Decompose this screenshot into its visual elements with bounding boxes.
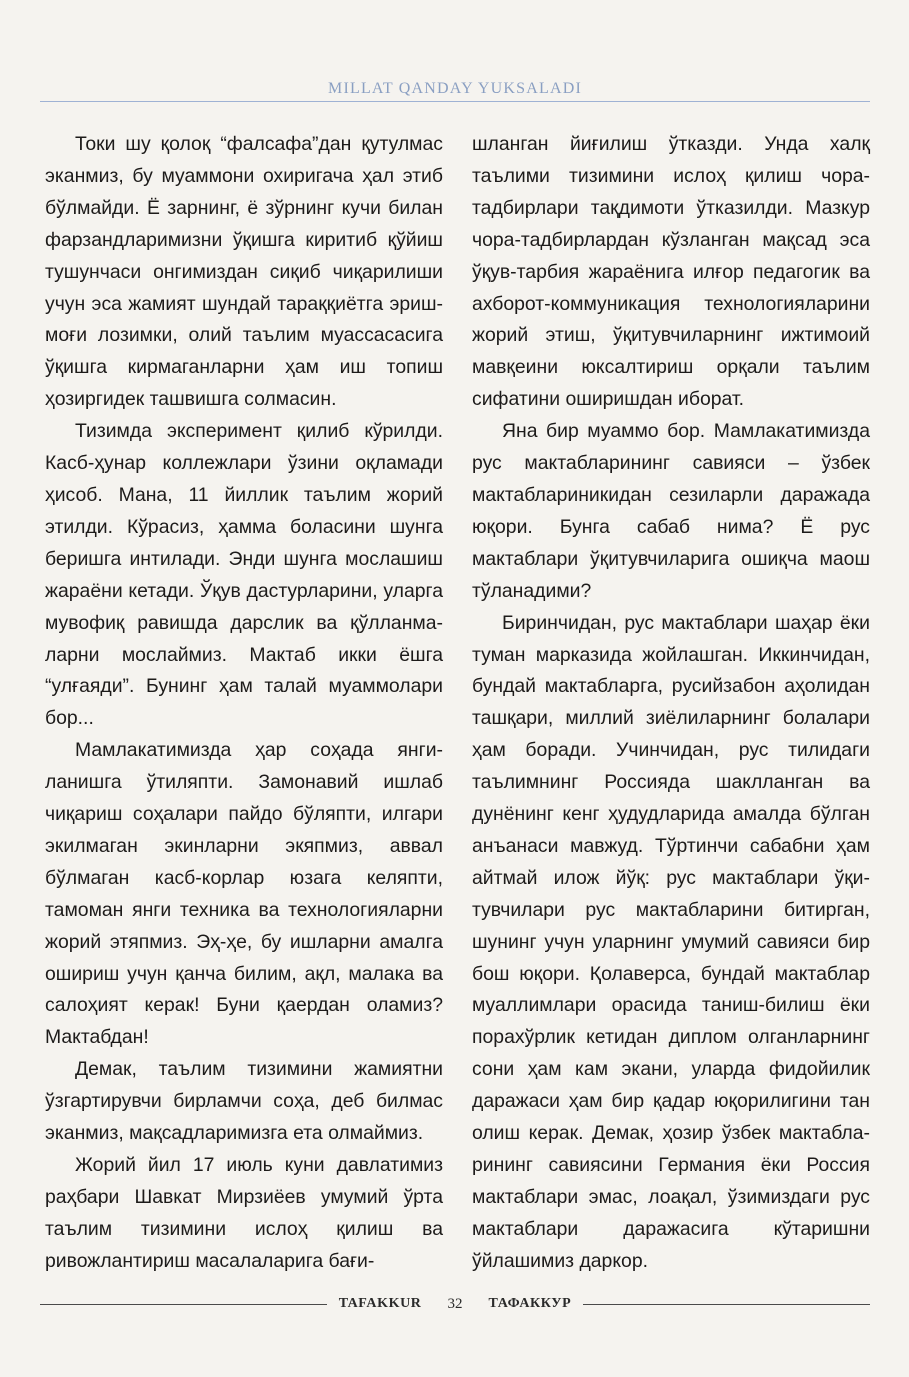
- page-footer: [40, 1289, 870, 1319]
- paragraph: Токи шу қолоқ “фалсафа”дан қутулмас эканмиз, бу муаммони охиригача ҳал этиб бўлмайди. Ё зарнинг, ё зўрнинг кучи билан фарзандларимизни ўқишга киритиб қўйиш тушунчаси онгимиздан сиқиб чиқарилиши учун эса жамият шундай тараққиётга эришмоғи лозимки, олий таълим муассасасига ўқишга кирмаганларни ҳам иш топиш ҳозиргидек ташвишга солмасин.: [45, 133, 443, 411]
- running-header: MILLAT QANDAY YUKSALADI: [328, 80, 582, 97]
- left-column: [45, 129, 443, 1278]
- paragraph: Биринчидан, рус мактаблари шаҳар ёки туман марказида жойлашган. Иккинчидан, бундай мактабларга, русийзабон аҳолидан ташқари, миллий зиёлиларнинг болалари ҳам боради. Учинчидан, рус тилидаги таълимнинг Россияда шаклланган ва дунёнинг кенг ҳудудларида амалда бўлган анъанаси мавжуд. Тўртинчи сабабни ҳам айтмай илож йўқ: рус мактаблари ўқитувчилари рус мактабларини битирган, шунинг учун уларнинг умумий савияси бир бош юқори. Қолаверса, бундай мактаблар муаллимлари орасида таниш-билиш ёки порахўрлик кетидан диплом олганларнинг сони ҳам кам экани, уларда фидойилик даражаси ҳам бир қадар юқорилигини тан олиш керак. Демак, ҳозир ўзбек мактабларининг савиясини Германия ёки Россия мактаблари эмас, лоақал, ўзимиздаги рус мактаблари даражасига кўтаришни ўйлашимиз даркор.: [472, 611, 870, 1272]
- paragraph: Тизимда эксперимент қилиб кўрилди. Касб-ҳунар коллежлари ўзини оқламади ҳисоб. Мана, 11 йиллик таълим жорий этилди. Кўрасиз, ҳамма боласини шунга беришга интилади. Энди шунга мослашиш жараёни кетади. Ўқув дастурларини, уларга мувофиқ равишда дарслик ва қўлланмаларни мослаймиз. Мактаб икки ёшга “улғаяди”. Бунинг ҳам талай муаммолари бор...: [45, 420, 443, 730]
- paragraph: шланган йиғилиш ўтказди. Унда халқ таълими тизимини ислоҳ қилиш чора-тадбирлари тақдимоти ўтказилди. Мазкур чора-тадбирлардан кўзланган мақсад эса ўқув-тарбия жараёнига илғор педагогик ва ахборот-коммуникация технологияларини жорий этиш, ўқитувчиларнинг ижтимоий мавқеини юксалтириш орқали таълим сифатини оширишдан иборат.: [472, 133, 870, 411]
- paragraph: Яна бир муаммо бор. Мамлакатимизда рус мактабларининг савияси – ўзбек мактаблариникидан сезиларли даражада юқори. Бунга сабаб нима? Ё рус мактаблари ўқитувчиларига ошиқча маош тўланадими?: [472, 420, 870, 602]
- paragraph: Жорий йил 17 июль куни давлатимиз раҳбари Шавкат Мирзиёев умумий ўрта таълим тизимини ислоҳ қилиш ва ривожлантириш масалаларига бағи-: [45, 1154, 443, 1272]
- footer-rule-right: [583, 1304, 870, 1305]
- paragraph: Демак, таълим тизимини жамиятни ўзгартирувчи бирламчи соҳа, деб билмас эканмиз, мақсадларимизга ета олмаймиз.: [45, 1058, 443, 1145]
- page-number: 32: [447, 1295, 463, 1312]
- paragraph: Мамлакатимизда ҳар соҳада янгиланишга ўтиляпти. Замонавий ишлаб чиқариш соҳалари пайдо бўляпти, илгари экилмаган экинларни экяпмиз, аввал бўлмаган касб-корлар юзага келяпти, тамоман янги техника ва технологияларни жорий этяпмиз. Эҳ-ҳе, бу ишларни амалга ошириш учун қанча билим, ақл, малака ва салоҳият керак! Буни қаердан оламиз? Мактабдан!: [45, 739, 443, 1049]
- right-column: [472, 129, 870, 1278]
- magazine-name-cyrillic: ТАФАККУР: [488, 1296, 572, 1311]
- magazine-name-latin: TAFAKKUR: [338, 1296, 422, 1311]
- footer-rule-left: [40, 1304, 327, 1305]
- header-rule: [40, 101, 870, 102]
